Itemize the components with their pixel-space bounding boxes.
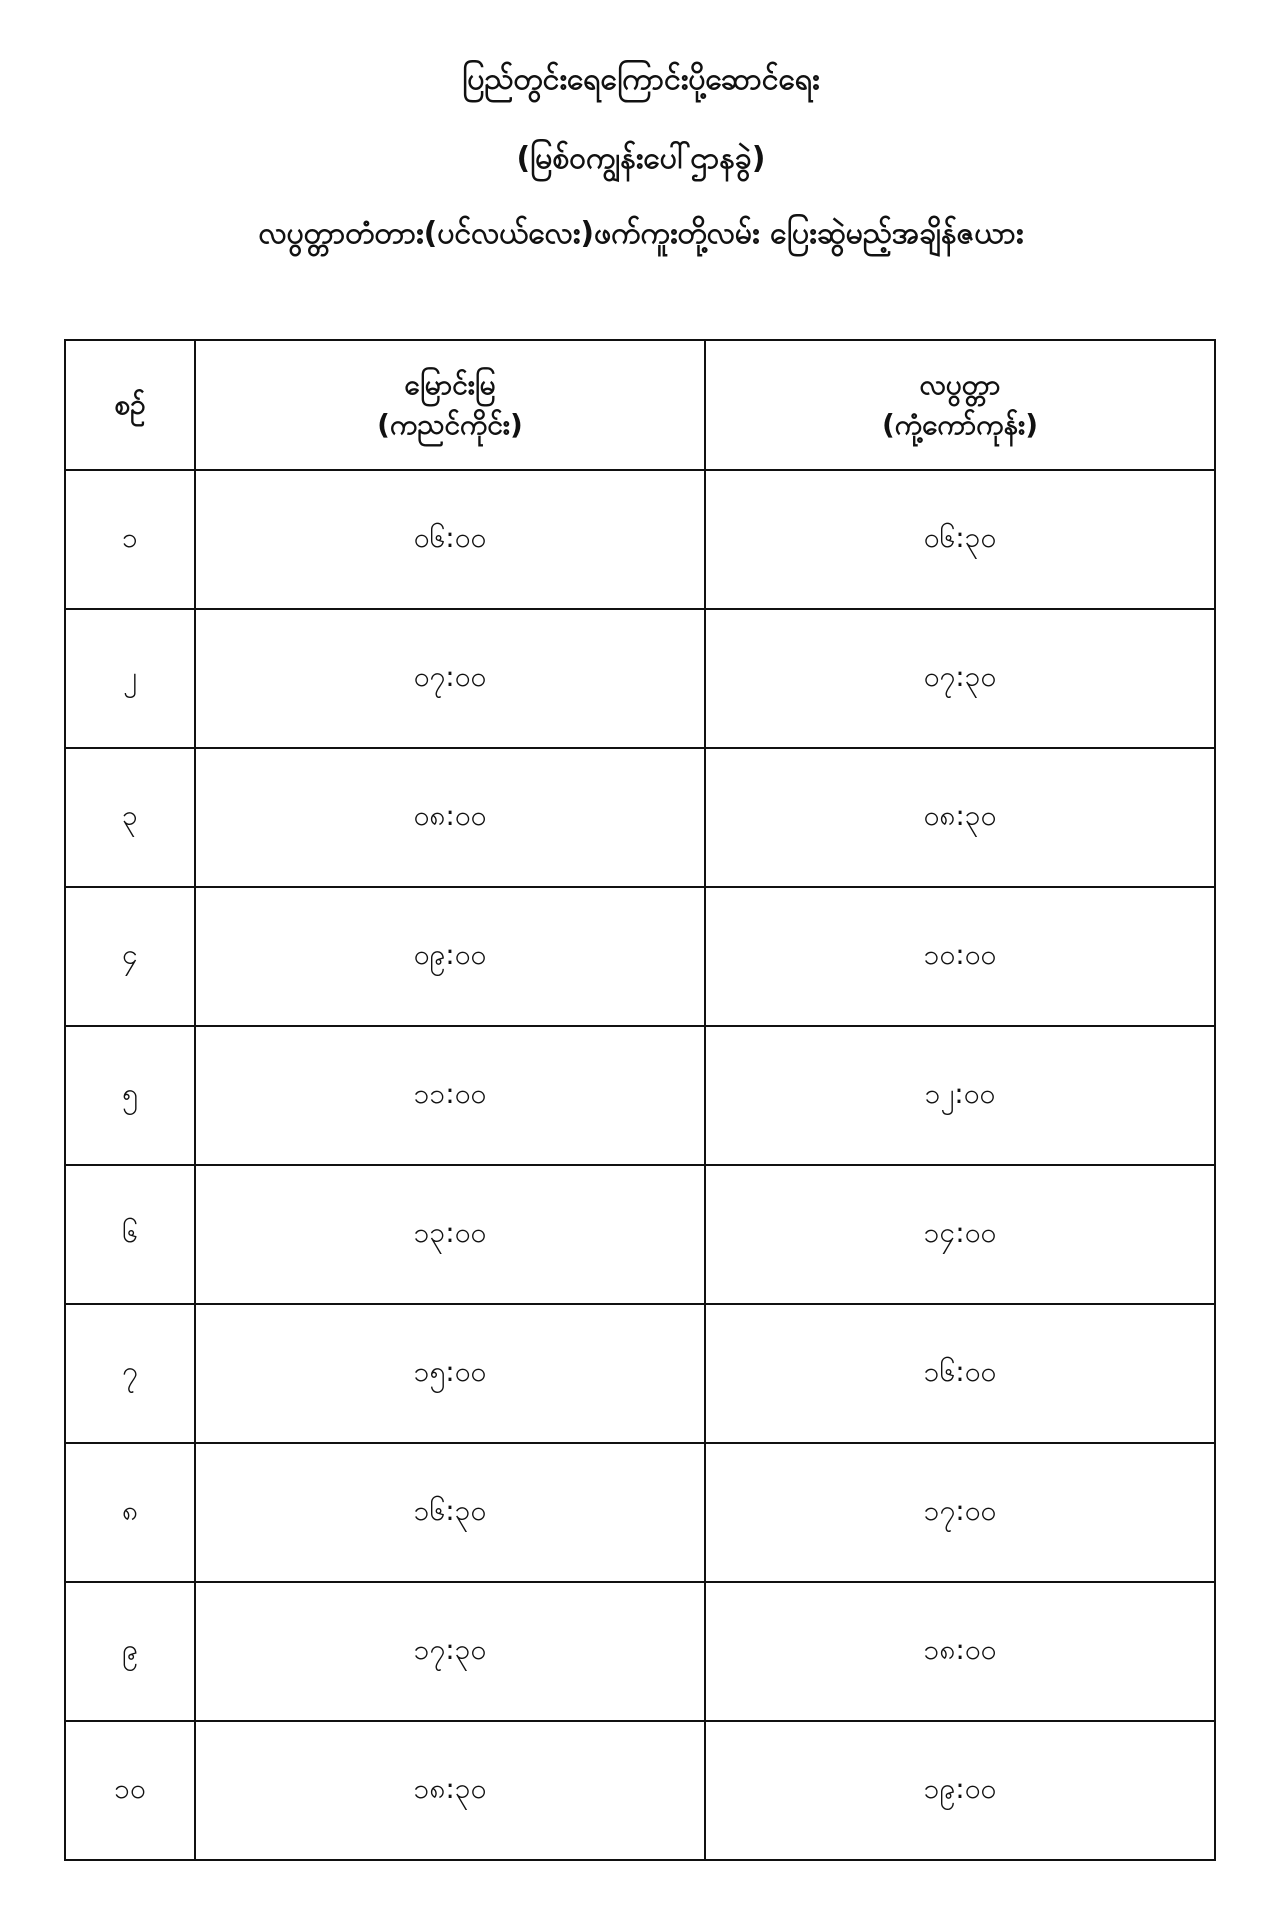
- row-number: ၃: [65, 748, 195, 887]
- labutta-time: ၀၈:၃၀: [705, 748, 1215, 887]
- row-number: ၁၀: [65, 1721, 195, 1860]
- table-row: [65, 1165, 1215, 1304]
- department-title: ပြည်တွင်းရေကြောင်းပို့ဆောင်ရေး: [462, 62, 820, 97]
- column-header-labutta: [705, 340, 1215, 470]
- labutta-time: ၁၀:၀၀: [705, 887, 1215, 1026]
- table-row: [65, 748, 1215, 887]
- myaungmya-time: ၀၈:၀၀: [195, 748, 705, 887]
- table-body: [65, 470, 1215, 1860]
- labutta-time: ၁၄:၀၀: [705, 1165, 1215, 1304]
- myaungmya-time: ၀၇:၀၀: [195, 609, 705, 748]
- row-number: ၅: [65, 1026, 195, 1165]
- myaungmya-time: ၁၈:၃၀: [195, 1721, 705, 1860]
- row-number: ၇: [65, 1304, 195, 1443]
- table-row: [65, 887, 1215, 1026]
- column-header-myaungmya: [195, 340, 705, 470]
- myaungmya-time: ၁၇:၃၀: [195, 1582, 705, 1721]
- table-row: [65, 1721, 1215, 1860]
- column-header-myaungmya-title: မြောင်းမြ: [404, 368, 496, 401]
- schedule-title: လပွတ္တာတံတား(ပင်လယ်လေး)ဖက်ကူးတို့လမ်း ပြေးဆွဲမည့်အချိန်ဇယား: [258, 216, 1024, 251]
- labutta-time: ၁၈:၀၀: [705, 1582, 1215, 1721]
- table-row: [65, 1026, 1215, 1165]
- row-number: ၈: [65, 1443, 195, 1582]
- table-row: [65, 470, 1215, 609]
- table-header: [65, 340, 1215, 470]
- myaungmya-time: ၀၆:၀၀: [195, 470, 705, 609]
- column-header-no: [65, 340, 195, 470]
- column-header-labutta-title: လပွတ္တာ: [919, 368, 1001, 401]
- column-header-labutta-sub: (ကုံ့ကော်ကုန်း): [881, 408, 1039, 441]
- column-header-no-label: စဉ်: [114, 388, 146, 421]
- table-row: [65, 609, 1215, 748]
- row-number: ၉: [65, 1582, 195, 1721]
- labutta-time: ၁၆:၀၀: [705, 1304, 1215, 1443]
- labutta-time: ၀၆:၃၀: [705, 470, 1215, 609]
- header-row: [65, 340, 1215, 470]
- myaungmya-time: ၁၃:၀၀: [195, 1165, 705, 1304]
- division-title: (မြစ်ဝကျွန်းပေါ်ဌာနခွဲ): [516, 141, 766, 176]
- table-row: [65, 1582, 1215, 1721]
- row-number: ၄: [65, 887, 195, 1026]
- table-row: [65, 1443, 1215, 1582]
- labutta-time: ၁၂:၀၀: [705, 1026, 1215, 1165]
- myaungmya-time: ၁၅:၀၀: [195, 1304, 705, 1443]
- column-header-myaungmya-sub: (ကညင်ကိုင်း): [377, 408, 523, 441]
- row-number: ၁: [65, 470, 195, 609]
- myaungmya-time: ၀၉:၀၀: [195, 887, 705, 1026]
- ferry-schedule-table: [64, 339, 1216, 1861]
- row-number: ၆: [65, 1165, 195, 1304]
- row-number: ၂: [65, 609, 195, 748]
- labutta-time: ၁၇:၀၀: [705, 1443, 1215, 1582]
- myaungmya-time: ၁၆:၃၀: [195, 1443, 705, 1582]
- labutta-time: ၀၇:၃၀: [705, 609, 1215, 748]
- labutta-time: ၁၉:၀၀: [705, 1721, 1215, 1860]
- table-row: [65, 1304, 1215, 1443]
- myaungmya-time: ၁၁:၀၀: [195, 1026, 705, 1165]
